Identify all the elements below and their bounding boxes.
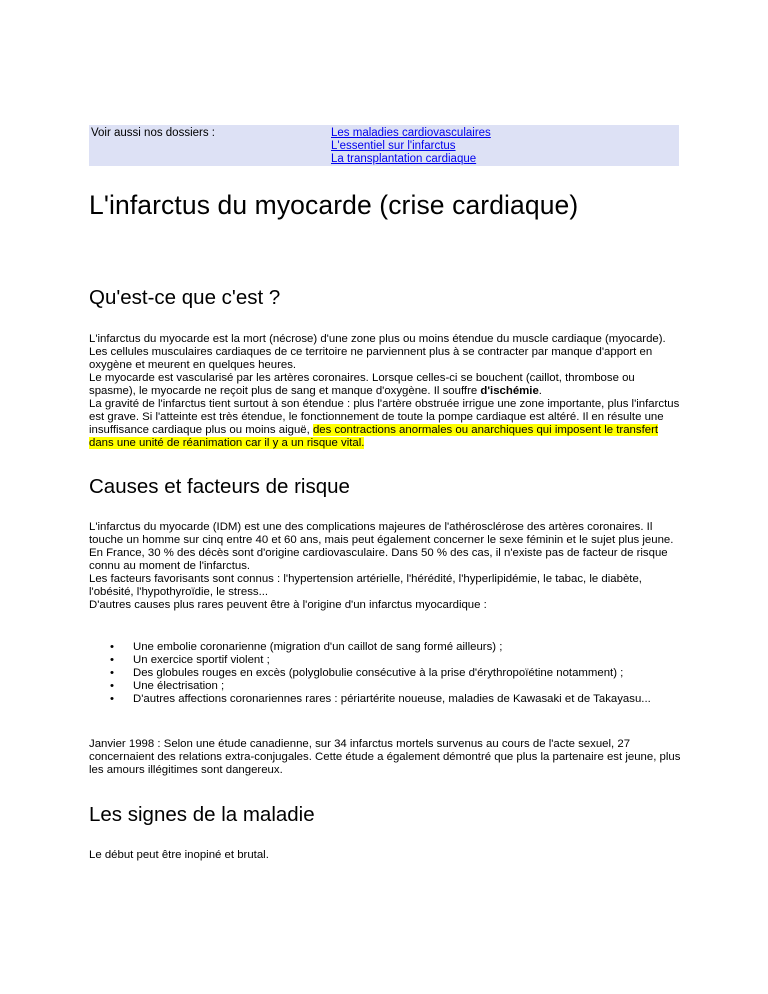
page-title: L'infarctus du myocarde (crise cardiaque) [89, 190, 579, 220]
link-transplantation-cardiaque[interactable]: La transplantation cardiaque [331, 153, 477, 165]
signs-paragraph: Le début peut être inopiné et brutal. [89, 849, 269, 861]
causes-p3: Les facteurs favorisants sont connus : l'hypertension artérielle, l'hérédité, l'hyperlipidémie, le tabac, le diabète, l'obésité, l'hypothyroïdie, le stress... [89, 573, 642, 598]
what-p1: L'infarctus du myocarde est la mort (nécrose) d'une zone plus ou moins étendue du muscle cardiaque (myocarde). Les cellules musculaires cardiaques de ce territoire ne parviennent plus à se contracter par manque d'apport en oxygène et meurent en quelques heures. [89, 333, 666, 371]
list-item: • D'autres affections coronariennes rares : périartérite noueuse, maladies de Kawasaki et de Takayasu... [110, 693, 651, 705]
what-p3-a: La gravité de l'infarctus tient surtout à son étendue : plus l'artère obstruée irrigue une zone importante, plus l'infarctus est grave. Si l'atteinte est très étendue, le fonctionnement de toute la pompe cardiaque est altéré. Il en résulte une insuffisance cardiaque plus ou moins aiguë, [89, 398, 680, 436]
causes-p4: D'autres causes plus rares peuvent être à l'origine d'un infarctus myocardique : [89, 599, 487, 611]
what-paragraph [89, 333, 681, 450]
list-item: • Une électrisation ; [110, 680, 225, 692]
what-p2-b: . [538, 385, 542, 397]
link-essentiel-infarctus[interactable]: L'essentiel sur l'infarctus [331, 140, 456, 152]
heading-what-is-it: Qu'est-ce que c'est ? [89, 286, 281, 309]
see-also-label: Voir aussi nos dossiers : [91, 127, 216, 139]
list-item: • Des globules rouges en excès (polyglobulie consécutive à la prise d'érythropoïétine notamment) ; [110, 667, 624, 679]
causes-p2: En France, 30 % des décès sont d'origine cardiovasculaire. Dans 50 % des cas, il n'existe pas de facteur de risque connu au moment de l'infarctus. [89, 547, 668, 572]
see-also-links [331, 127, 491, 166]
heading-signs: Les signes de la maladie [89, 803, 315, 826]
list-item: • Un exercice sportif violent ; [110, 654, 270, 666]
rare-causes-list [89, 641, 681, 706]
study-note: Janvier 1998 : Selon une étude canadienne, sur 34 infarctus mortels survenus au cours de l'acte sexuel, 27 concernaient des relations extra-conjugales. Cette étude a également démontré que plus la partenaire est jeune, plus les amours illégitimes sont dangereux. [89, 738, 681, 776]
what-p2-bold: d'ischémie [480, 385, 539, 397]
bullet-icon: • [110, 641, 114, 653]
bullet-icon: • [110, 693, 114, 705]
what-p2-a: Le myocarde est vascularisé par les artères coronaires. Lorsque celles-ci se bouchent (caillot, thrombose ou spasme), le myocarde ne reçoit plus de sang et manque d'oxygène. Il souffre [89, 372, 635, 397]
bullet-icon: • [110, 680, 114, 692]
bullet-icon: • [110, 654, 114, 666]
bullet-icon: • [110, 667, 114, 679]
causes-p1: L'infarctus du myocarde (IDM) est une des complications majeures de l'athérosclérose des artères coronaires. Il touche un homme sur cinq entre 40 et 60 ans, mais peut également concerner le sexe féminin et le sujet plus jeune. [89, 521, 674, 546]
causes-paragraph [89, 521, 681, 612]
link-maladies-cardiovasculaires[interactable]: Les maladies cardiovasculaires [331, 127, 491, 139]
heading-causes: Causes et facteurs de risque [89, 475, 350, 498]
what-p3-highlight: des contractions anormales ou anarchiques qui imposent le transfert dans une unité de réanimation car il y a un risque vital. [89, 424, 659, 449]
list-item: • Une embolie coronarienne (migration d'un caillot de sang formé ailleurs) ; [110, 641, 503, 653]
see-also-box [89, 125, 679, 166]
